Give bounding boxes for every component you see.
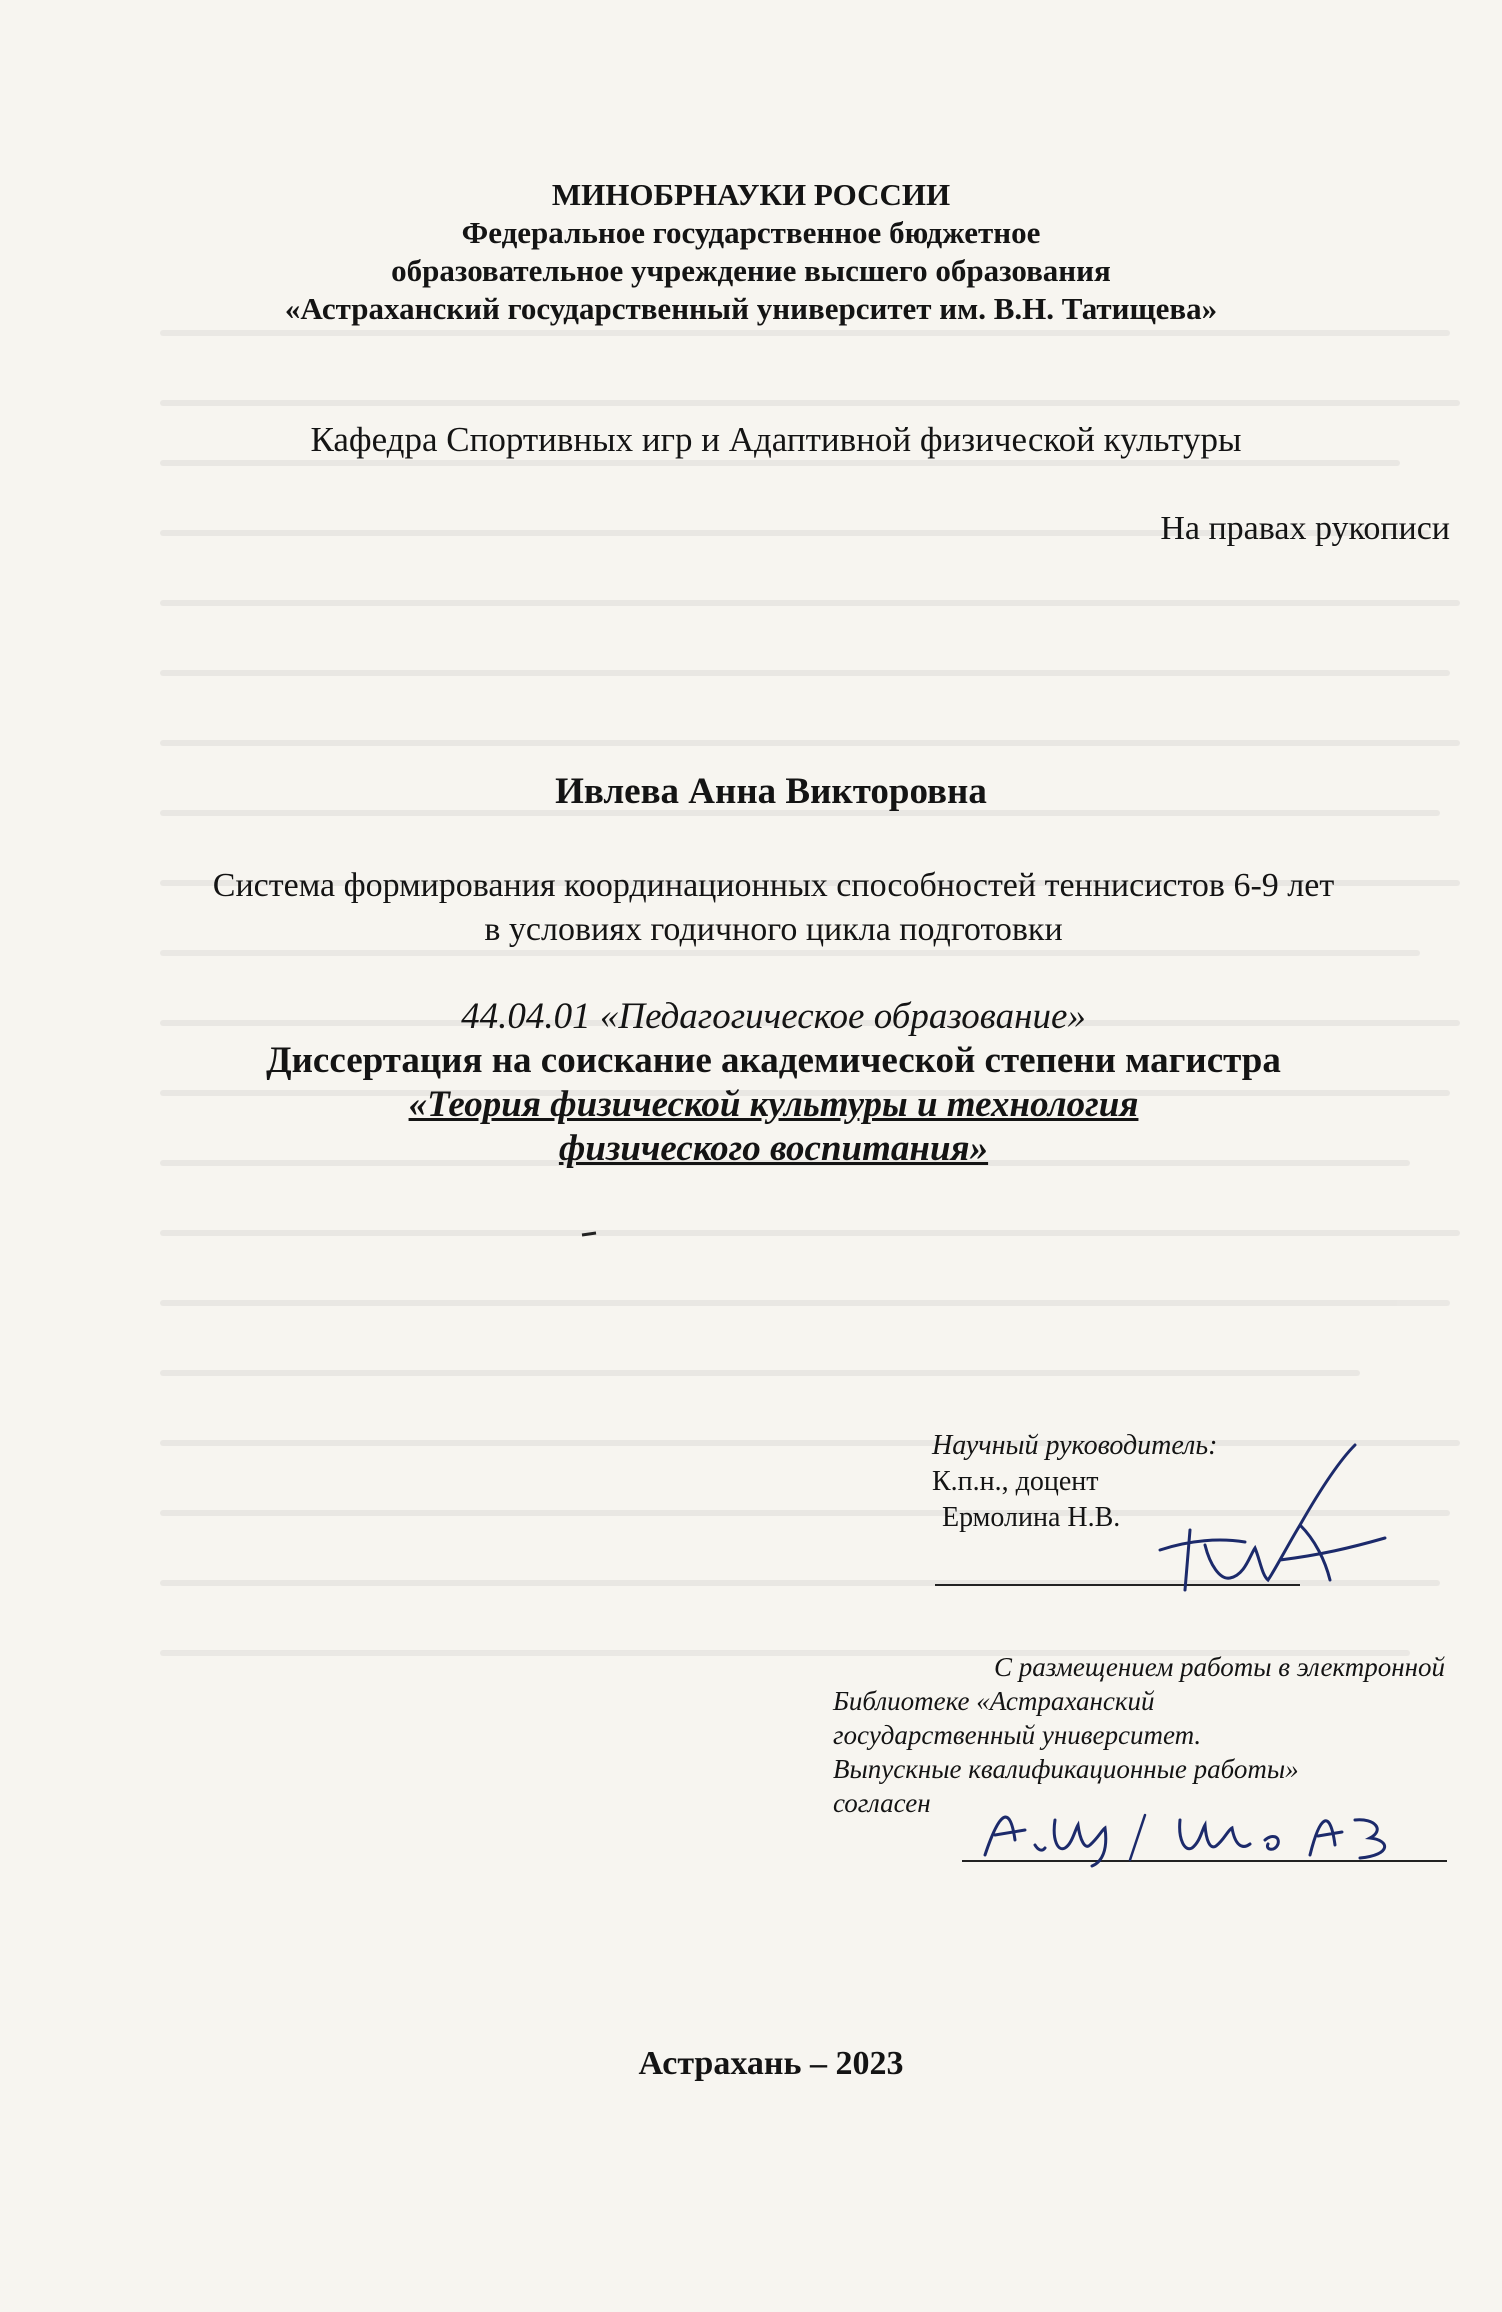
consent-line-1: С размещением работы в электронной	[993, 1652, 1445, 1682]
program-code: 44.04.01 «Педагогическое образование»	[461, 996, 1086, 1037]
thesis-title-line-2: в условиях годичного цикла подготовки	[484, 911, 1063, 948]
institution-line-1: Федеральное государственное бюджетное	[461, 215, 1041, 250]
ministry-title: МИНОБРНАУКИ РОССИИ	[551, 177, 951, 212]
consent-line-2: Библиотеке «Астраханский	[833, 1686, 1155, 1716]
manuscript-note: На правах рукописи	[1160, 510, 1450, 547]
thesis-title	[0, 864, 1502, 952]
author-name: Ивлева Анна Викторовна	[555, 771, 987, 812]
institution-line-2: образовательное учреждение высшего образования	[391, 253, 1111, 288]
thesis-title-line-1: Система формирования координационных способностей теннисистов 6-9 лет	[212, 867, 1335, 904]
consent-line-4: Выпускные квалификационные работы»	[833, 1754, 1299, 1784]
degree-line: Диссертация на соискание академической степени магистра	[266, 1040, 1281, 1081]
advisor-label: Научный руководитель:	[932, 1430, 1218, 1461]
advisor-rank: К.п.н., доцент	[932, 1466, 1099, 1497]
institution-line-3: «Астраханский государственный университет им. В.Н. Татищева»	[284, 291, 1218, 326]
student-signature	[980, 1800, 1420, 1870]
consent-line-5: согласен	[833, 1788, 931, 1818]
city-year: Астрахань – 2023	[638, 2045, 904, 2082]
library-consent	[833, 1650, 1453, 1820]
pen-mark	[580, 1230, 600, 1240]
advisor-signature	[1150, 1430, 1390, 1610]
program-block	[0, 995, 1502, 1171]
advisor-name: Ермолина Н.В.	[942, 1502, 1121, 1533]
department-name: Кафедра Спортивных игр и Адаптивной физической культуры	[310, 420, 1242, 459]
specialization-line-1: «Теория физической культуры и технология	[408, 1084, 1139, 1125]
consent-line-3: государственный университет.	[833, 1720, 1202, 1750]
institution-header	[0, 176, 1502, 328]
specialization-line-2: физического воспитания»	[558, 1128, 989, 1169]
